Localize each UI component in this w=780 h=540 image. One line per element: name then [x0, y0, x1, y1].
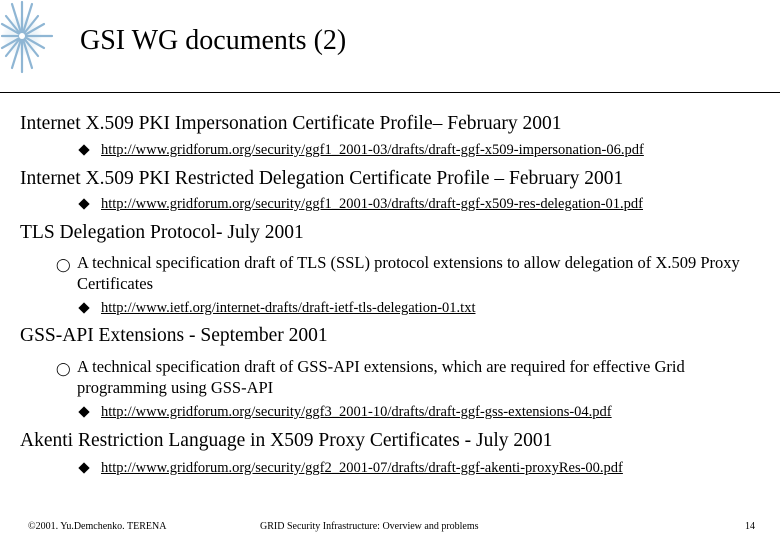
doc-item-heading: Internet X.509 PKI Restricted Delegation Certificate Profile – February 2001	[20, 168, 624, 189]
doc-link-row	[80, 196, 643, 213]
doc-link[interactable]: http://www.gridforum.org/security/ggf3_2001-10/drafts/draft-ggf-gss-extensions-04.pdf	[101, 404, 612, 420]
footer-center-title: GRID Security Infrastructure: Overview and problems	[260, 521, 479, 532]
circle-bullet-icon: ◯	[56, 257, 71, 272]
description-text: A technical specification draft of GSS-API extensions, which are required for effective Grid programming using GSS-API	[77, 357, 685, 397]
page-number: 14	[745, 521, 755, 532]
doc-item-heading: TLS Delegation Protocol- July 2001	[20, 222, 304, 243]
doc-item-heading: GSS-API Extensions - September 2001	[20, 325, 328, 346]
doc-link-row	[80, 300, 475, 317]
doc-item-description	[56, 252, 756, 294]
diamond-bullet-icon	[78, 144, 89, 155]
doc-link[interactable]: http://www.gridforum.org/security/ggf1_2001-03/drafts/draft-ggf-x509-impersonation-06.pdf	[101, 142, 644, 158]
doc-link-row	[80, 404, 612, 421]
doc-link[interactable]: http://www.ietf.org/internet-drafts/draft-ietf-tls-delegation-01.txt	[101, 300, 476, 316]
diamond-bullet-icon	[78, 302, 89, 313]
starburst-logo-icon	[0, 0, 62, 82]
doc-item-heading: Internet X.509 PKI Impersonation Certificate Profile– February 2001	[20, 113, 562, 134]
slide-title: GSI WG documents (2)	[80, 25, 347, 56]
doc-link-row	[80, 460, 623, 477]
diamond-bullet-icon	[78, 462, 89, 473]
footer-copyright: ©2001. Yu.Demchenko. TERENA	[28, 521, 167, 532]
title-divider	[0, 92, 780, 93]
doc-item-description	[56, 356, 756, 398]
diamond-bullet-icon	[78, 198, 89, 209]
doc-link-row	[80, 142, 644, 159]
diamond-bullet-icon	[78, 406, 89, 417]
doc-link[interactable]: http://www.gridforum.org/security/ggf1_2001-03/drafts/draft-ggf-x509-res-delegation-01.pdf	[101, 196, 644, 212]
doc-item-heading: Akenti Restriction Language in X509 Proxy Certificates - July 2001	[20, 430, 553, 451]
description-text: A technical specification draft of TLS (SSL) protocol extensions to allow delegation of X.509 Proxy Certificates	[77, 253, 740, 293]
circle-bullet-icon: ◯	[56, 361, 71, 376]
doc-link[interactable]: http://www.gridforum.org/security/ggf2_2001-07/drafts/draft-ggf-akenti-proxyRes-00.pdf	[101, 460, 623, 476]
